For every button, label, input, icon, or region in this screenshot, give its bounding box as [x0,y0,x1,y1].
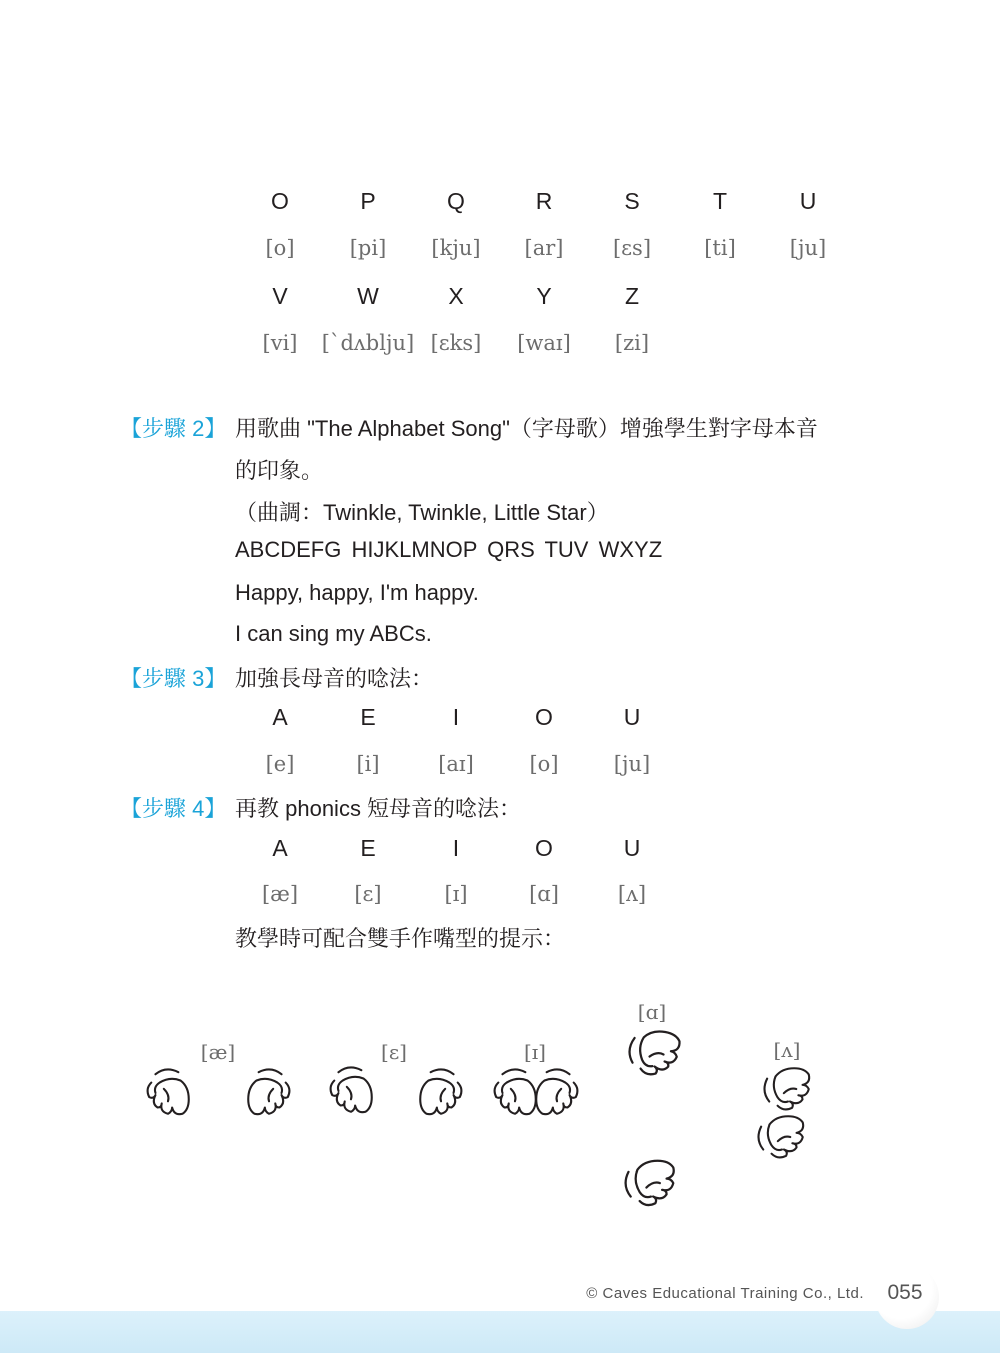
letter: S [624,188,640,214]
letter: T [712,188,728,214]
song-lyric: I can sing my ABCs. [235,621,432,646]
fist-left-icon [326,1066,378,1118]
hand-ipa-label: [ɪ] [523,1040,546,1064]
letter: X [448,283,464,309]
copyright-text: © Caves Educational Training Co., Ltd. [586,1285,864,1302]
ipa-symbol: [ar] [524,236,564,260]
hand-ipa-label: [ʌ] [773,1038,801,1062]
letter: Z [624,283,640,309]
song-lyric: ABCDEFG HIJKLMNOP QRS TUV WXYZ [235,537,663,562]
fist-right-icon [530,1068,582,1120]
song-lyric: Happy, happy, I'm happy. [235,580,479,605]
ipa-symbol: [o] [265,236,295,260]
footer-band [0,1311,1000,1353]
step-3-label: 【步驟 3】 [120,666,227,691]
ipa-symbol: [o] [529,752,559,776]
ipa-symbol: [ɛs] [612,236,652,260]
ipa-symbol: [aɪ] [438,752,474,776]
letter: E [360,704,376,730]
step-2-text: 用歌曲 "The Alphabet Song"（字母歌）增強學生對字母本音 [235,416,818,441]
ipa-symbol: [`dʌblju] [321,331,415,355]
hand-ipa-label: [æ] [200,1040,236,1064]
letter: O [535,704,553,730]
letter: I [452,835,460,861]
page-number: 055 [887,1281,923,1304]
fist-left-icon [143,1068,195,1120]
ipa-symbol: [ɛks] [430,331,482,355]
letter: P [360,188,376,214]
page-number-badge [875,1265,939,1329]
letter: O [271,188,289,214]
letter: A [272,835,288,861]
fist-right-icon [242,1068,294,1120]
letter: R [535,188,553,214]
letter: U [799,188,817,214]
ipa-symbol: [vi] [262,331,298,355]
step-4-label: 【步驟 4】 [120,796,227,821]
fist-lower-icon [752,1110,814,1162]
hand-ipa-label: [ɛ] [381,1040,407,1064]
letter: V [272,283,288,309]
fist-top-icon [628,1024,684,1080]
letter: U [623,704,641,730]
ipa-symbol: [ɛ] [354,882,382,906]
ipa-symbol: [ju] [613,752,651,776]
ipa-symbol: [ju] [789,236,827,260]
ipa-symbol: [i] [356,752,380,776]
letter: W [357,283,379,309]
letter: Y [536,283,552,309]
step-4-text: 再教 phonics 短母音的唸法： [235,796,522,821]
ipa-symbol: [kju] [431,236,481,260]
letter: E [360,835,376,861]
letter: U [623,835,641,861]
fist-bottom-icon [624,1154,680,1210]
ipa-symbol: [ɪ] [444,882,468,906]
letter: A [272,704,288,730]
hand-ipa-label: [ɑ] [637,1000,667,1024]
ipa-symbol: [waɪ] [517,331,571,355]
letter: I [452,704,460,730]
letter: Q [447,188,465,214]
fist-upper-icon [758,1062,820,1114]
ipa-symbol: [zi] [614,331,650,355]
song-tune: （曲調：Twinkle, Twinkle, Little Star） [235,500,609,525]
hand-hint-text: 教學時可配合雙手作嘴型的提示： [235,926,566,951]
step-3-text: 加強長母音的唸法： [235,666,434,691]
fist-right-icon [414,1068,466,1120]
step-2-label: 【步驟 2】 [120,416,227,441]
letter: O [535,835,553,861]
ipa-symbol: [e] [265,752,295,776]
step-2-text: 的印象。 [235,458,324,483]
ipa-symbol: [ɑ] [529,882,559,906]
ipa-symbol: [ʌ] [617,882,647,906]
ipa-symbol: [pi] [349,236,387,260]
ipa-symbol: [æ] [261,882,299,906]
ipa-symbol: [ti] [704,236,736,260]
